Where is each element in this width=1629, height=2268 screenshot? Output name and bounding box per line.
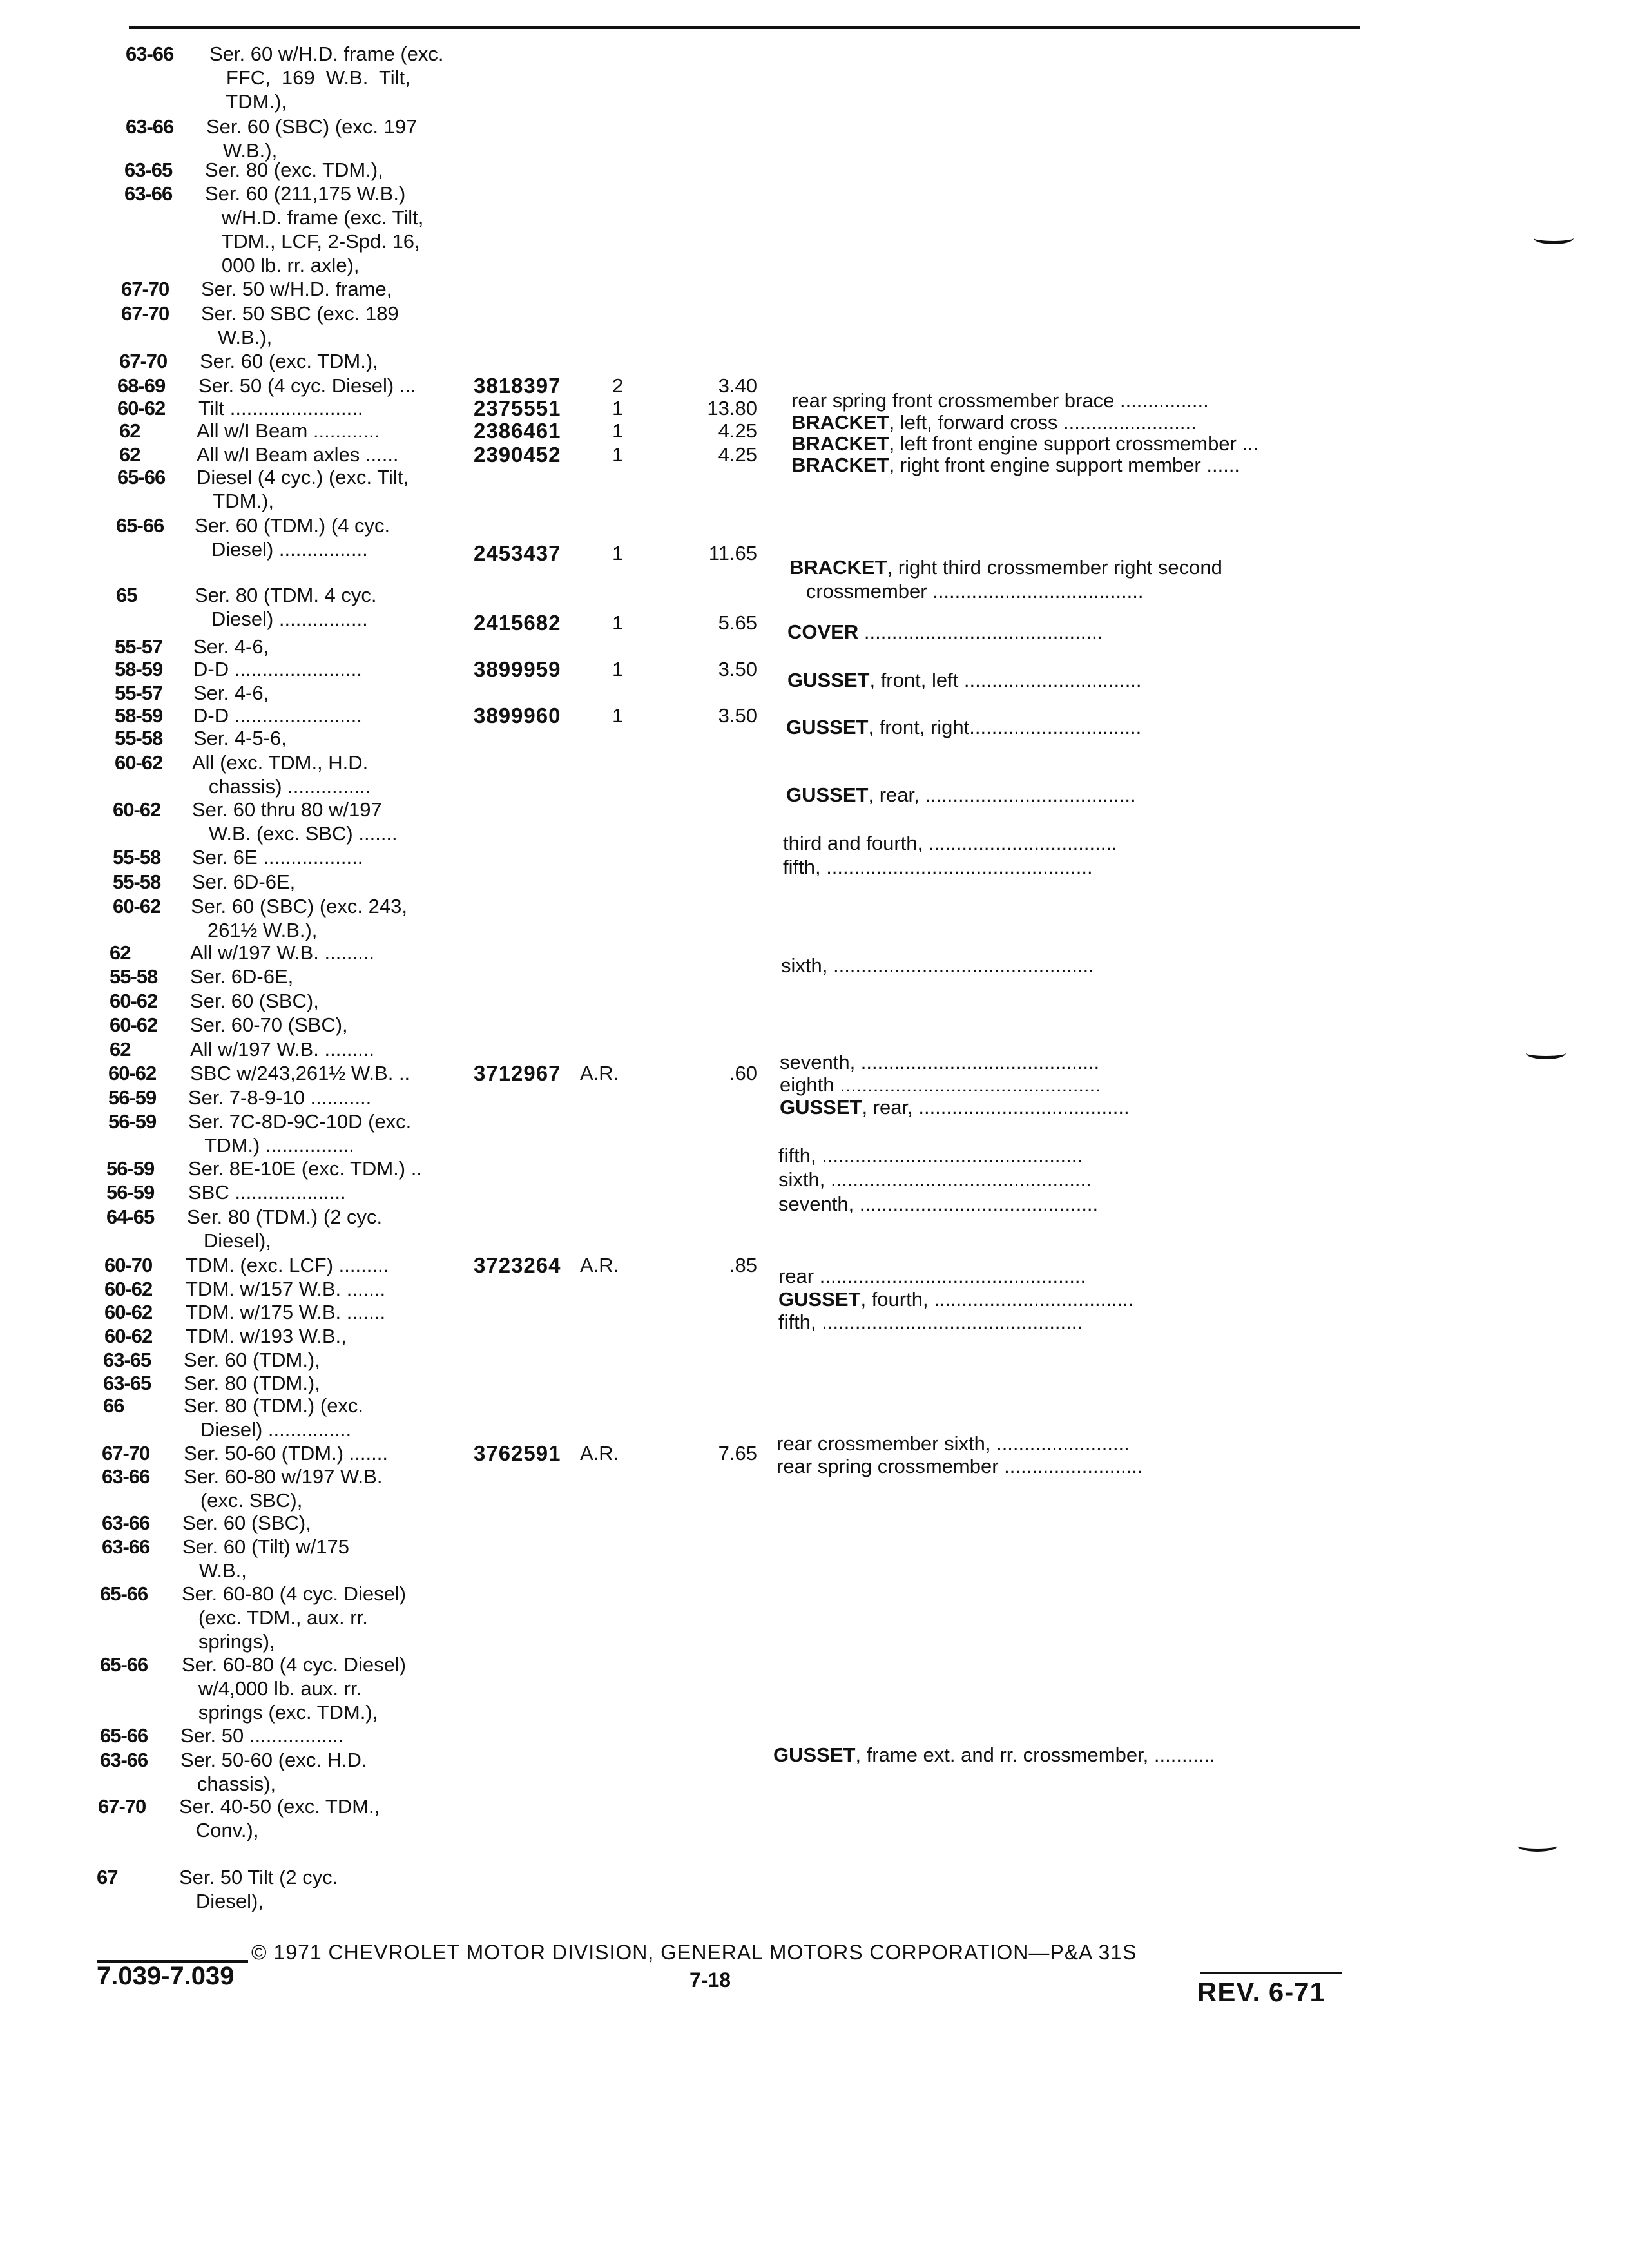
list-price: 7.65 <box>718 1442 757 1465</box>
model-years: 63-66 <box>102 1535 150 1558</box>
part-name-detail: , front, right............................... <box>868 716 1142 738</box>
part-number: 3818397 <box>474 374 561 398</box>
application-description: Ser. 60 (exc. TDM.), <box>200 350 378 372</box>
part-name <box>789 555 1222 603</box>
part-name-heading: BRACKET <box>791 411 889 434</box>
model-years: 64-65 <box>106 1206 155 1228</box>
model-years: 56-59 <box>106 1181 155 1204</box>
part-name <box>791 432 1258 456</box>
model-years: 62 <box>110 941 131 964</box>
model-years: 63-65 <box>103 1372 151 1394</box>
quantity: 1 <box>612 542 624 564</box>
application-description: Ser. 4-6, <box>193 682 269 704</box>
part-name-heading: GUSSET <box>786 783 869 806</box>
application-description: Ser. 6E .................. <box>192 846 363 869</box>
model-years: 60-62 <box>108 1062 157 1084</box>
part-name-detail: , right front engine support member ...... <box>889 454 1240 476</box>
part-name-detail: third and fourth, .................................. fifth, ................................................ <box>783 832 1117 878</box>
part-name <box>776 1432 1130 1456</box>
application-description: Ser. 50 Tilt (2 cyc. Diesel), <box>179 1866 338 1912</box>
part-name-heading: BRACKET <box>791 432 889 455</box>
model-years: 58-59 <box>115 658 163 680</box>
application-description: Ser. 60 (SBC), <box>190 990 319 1012</box>
part-name <box>791 410 1197 434</box>
part-name <box>780 1095 1130 1119</box>
part-name <box>781 954 1094 977</box>
part-name-detail: , left, forward cross ........................ <box>889 411 1197 434</box>
model-years: 55-58 <box>113 870 161 893</box>
application-description: All (exc. TDM., H.D. chassis) ............... <box>192 751 371 798</box>
model-years: 58-59 <box>115 704 163 727</box>
part-name <box>773 1743 1215 1767</box>
quantity: 1 <box>612 397 624 419</box>
model-years: 60-62 <box>115 751 163 774</box>
application-description: All w/I Beam axles ...... <box>197 443 399 466</box>
quantity: A.R. <box>580 1062 619 1084</box>
model-years: 55-58 <box>110 965 158 988</box>
part-name-heading: GUSSET <box>787 669 870 691</box>
part-name-detail: sixth, ............................................... <box>778 1168 1092 1191</box>
part-name-detail: fifth, ............................................... <box>778 1311 1083 1333</box>
part-name-detail: eighth ............................................... <box>780 1073 1101 1096</box>
model-years: 60-62 <box>104 1278 153 1300</box>
application-description: Ser. 80 (TDM.) (exc. Diesel) ............... <box>184 1394 364 1441</box>
model-years: 63-66 <box>126 115 174 138</box>
model-years: 65-66 <box>100 1582 148 1605</box>
application-description: Ser. 6D-6E, <box>192 870 296 893</box>
margin-mark <box>1518 1840 1557 1852</box>
quantity: 1 <box>612 419 624 442</box>
part-name <box>787 620 1103 644</box>
model-years: 63-66 <box>102 1512 150 1534</box>
application-description: TDM. w/175 W.B. ....... <box>186 1301 386 1323</box>
part-number: 3762591 <box>474 1441 561 1465</box>
quantity: A.R. <box>580 1442 619 1465</box>
model-years: 60-62 <box>104 1325 153 1347</box>
part-name-heading: GUSSET <box>773 1744 856 1766</box>
application-description: Ser. 60 w/H.D. frame (exc. FFC, 169 W.B. Tilt, TDM.), <box>209 43 444 113</box>
list-price: .60 <box>729 1062 757 1084</box>
application-description: Ser. 80 (TDM.) (2 cyc. Diesel), <box>187 1206 383 1252</box>
application-description: Ser. 80 (TDM. 4 cyc. Diesel) ................ <box>195 584 377 630</box>
part-name-detail: fifth, ............................................... <box>778 1144 1083 1167</box>
model-years: 60-62 <box>110 990 158 1012</box>
part-name <box>778 1144 1083 1168</box>
part-name-detail: , rear, ...................................... <box>862 1096 1130 1119</box>
model-years: 63-66 <box>100 1749 148 1771</box>
application-description: Ser. 50 w/H.D. frame, <box>201 278 392 300</box>
part-name <box>776 1454 1142 1478</box>
model-years: 67-70 <box>102 1442 150 1465</box>
application-description: SBC .................... <box>188 1181 346 1204</box>
list-price: .85 <box>729 1254 757 1276</box>
list-price: 4.25 <box>718 419 757 442</box>
list-price: 5.65 <box>718 611 757 634</box>
list-price: 3.50 <box>718 658 757 680</box>
part-name <box>780 1073 1101 1097</box>
revision-label: REV. 6-71 <box>1197 1977 1325 2007</box>
part-number: 2375551 <box>474 396 561 420</box>
application-description: Ser. 60 (SBC), <box>182 1512 311 1534</box>
application-description: Ser. 50-60 (exc. H.D. chassis), <box>180 1749 367 1795</box>
model-years: 60-62 <box>117 397 166 419</box>
part-name-detail: rear spring front crossmember brace ................ <box>791 389 1209 412</box>
part-name-heading: BRACKET <box>789 556 887 579</box>
list-price: 13.80 <box>707 397 757 419</box>
part-name <box>778 1192 1098 1216</box>
application-description: Ser. 50 ................. <box>180 1724 344 1747</box>
quantity: 1 <box>612 611 624 634</box>
application-description: Ser. 60-80 (4 cyc. Diesel) w/4,000 lb. aux. rr. springs (exc. TDM.), <box>182 1653 407 1724</box>
application-description: Ser. 4-6, <box>193 635 269 658</box>
application-description: Diesel (4 cyc.) (exc. Tilt, TDM.), <box>197 466 409 512</box>
model-years: 65 <box>116 584 137 606</box>
part-name-heading: BRACKET <box>791 454 889 476</box>
application-description: Ser. 60-70 (SBC), <box>190 1014 348 1036</box>
model-years: 60-62 <box>113 798 161 821</box>
quantity: 1 <box>612 704 624 727</box>
quantity: 1 <box>612 658 624 680</box>
model-years: 62 <box>119 443 140 466</box>
part-name-detail: sixth, ............................................... <box>781 954 1094 977</box>
application-description: Ser. 80 (TDM.), <box>184 1372 320 1394</box>
application-description: Ser. 60 (SBC) (exc. 197 W.B.), <box>206 115 418 162</box>
footer-rule-right <box>1200 1972 1342 1974</box>
model-years: 63-66 <box>102 1465 150 1488</box>
application-description: Ser. 60 (Tilt) w/175 W.B., <box>182 1535 350 1582</box>
model-years: 65-66 <box>100 1724 148 1747</box>
list-price: 4.25 <box>718 443 757 466</box>
part-name-detail: , rear, ...................................... <box>868 783 1136 806</box>
part-name <box>783 831 1117 879</box>
part-name <box>786 715 1141 739</box>
model-years: 63-66 <box>124 182 173 205</box>
part-name-heading: GUSSET <box>778 1288 861 1311</box>
part-name <box>780 1050 1099 1074</box>
model-years: 63-65 <box>124 159 173 181</box>
application-description: Ser. 60 (TDM.) (4 cyc. Diesel) ................ <box>195 514 390 561</box>
model-years: 67-70 <box>121 302 169 325</box>
application-description: D-D ....................... <box>193 658 362 680</box>
model-years: 65-66 <box>100 1653 148 1676</box>
application-description: Ser. 60-80 w/197 W.B. (exc. SBC), <box>184 1465 383 1512</box>
model-years: 68-69 <box>117 374 166 397</box>
quantity: A.R. <box>580 1254 619 1276</box>
model-years: 67-70 <box>119 350 168 372</box>
application-description: Ser. 60 thru 80 w/197 W.B. (exc. SBC) ....... <box>192 798 398 845</box>
application-description: All w/197 W.B. ......... <box>190 941 374 964</box>
model-years: 60-62 <box>113 895 161 918</box>
model-years: 65-66 <box>116 514 164 537</box>
part-name-detail: seventh, ........................................... <box>780 1051 1100 1073</box>
application-description: Ser. 40-50 (exc. TDM., Conv.), <box>179 1795 380 1841</box>
model-years: 55-58 <box>113 846 161 869</box>
list-price: 3.40 <box>718 374 757 397</box>
model-years: 55-57 <box>115 635 163 658</box>
part-name-detail: rear crossmember sixth, ........................ <box>776 1432 1130 1455</box>
part-name <box>787 668 1142 692</box>
model-years: 60-70 <box>104 1254 153 1276</box>
part-name-detail: rear spring crossmember ......................... <box>776 1455 1143 1477</box>
application-description: TDM. w/157 W.B. ....... <box>186 1278 386 1300</box>
part-number: 3899959 <box>474 657 561 681</box>
model-years: 66 <box>103 1394 124 1417</box>
application-description: Ser. 6D-6E, <box>190 965 294 988</box>
model-years: 62 <box>119 419 140 442</box>
part-number: 3712967 <box>474 1061 561 1085</box>
list-price: 3.50 <box>718 704 757 727</box>
model-years: 55-58 <box>115 727 163 749</box>
model-years: 67-70 <box>121 278 169 300</box>
part-name-detail: , right third crossmember right second crossmember ...................................... <box>805 556 1222 602</box>
part-name-detail: seventh, ........................................... <box>778 1193 1099 1215</box>
part-number: 2453437 <box>474 541 561 565</box>
part-number: 2415682 <box>474 611 561 635</box>
part-name <box>791 389 1209 412</box>
application-description: Ser. 7-8-9-10 ........... <box>188 1086 372 1109</box>
model-years: 60-62 <box>104 1301 153 1323</box>
model-years: 63-66 <box>126 43 174 65</box>
page-number: 7-18 <box>689 1968 731 1992</box>
application-description: Ser. 80 (exc. TDM.), <box>205 159 383 181</box>
model-years: 56-59 <box>108 1086 157 1109</box>
model-years: 67 <box>97 1866 118 1888</box>
model-years: 55-57 <box>115 682 163 704</box>
part-name <box>786 783 1136 807</box>
quantity: 2 <box>612 374 624 397</box>
application-description: SBC w/243,261½ W.B. .. <box>190 1062 410 1084</box>
list-price: 11.65 <box>708 542 757 564</box>
section-number: 7.039-7.039 <box>97 1962 235 1990</box>
model-years: 65-66 <box>117 466 166 488</box>
application-description: Ser. 60 (SBC) (exc. 243, 261½ W.B.), <box>191 895 407 941</box>
model-years: 60-62 <box>110 1014 158 1036</box>
part-name-heading: GUSSET <box>780 1096 862 1119</box>
part-name <box>778 1310 1083 1334</box>
application-description: All w/197 W.B. ......... <box>190 1038 374 1061</box>
application-description: TDM. (exc. LCF) ......... <box>186 1254 389 1276</box>
part-name <box>778 1168 1092 1191</box>
part-name <box>791 453 1240 477</box>
application-description: Ser. 50 SBC (exc. 189 W.B.), <box>201 302 399 349</box>
part-name-detail: , frame ext. and rr. crossmember, ........... <box>855 1744 1215 1766</box>
application-description: Ser. 60 (211,175 W.B.) w/H.D. frame (exc. Tilt, TDM., LCF, 2-Spd. 16, 000 lb. rr. axle), <box>205 182 424 276</box>
application-description: All w/I Beam ............ <box>197 419 380 442</box>
margin-mark <box>1526 1047 1566 1059</box>
application-description: Ser. 8E-10E (exc. TDM.) .. <box>188 1157 422 1180</box>
part-name-detail: rear ................................................ <box>778 1265 1086 1287</box>
part-name-heading: GUSSET <box>786 716 869 738</box>
model-years: 56-59 <box>106 1157 155 1180</box>
application-description: Ser. 60-80 (4 cyc. Diesel) (exc. TDM., aux. rr. springs), <box>182 1582 407 1653</box>
application-description: Ser. 4-5-6, <box>193 727 287 749</box>
part-number: 3899960 <box>474 704 561 727</box>
part-number: 2386461 <box>474 419 561 443</box>
application-description: Ser. 60 (TDM.), <box>184 1349 320 1371</box>
copyright-line: © 1971 CHEVROLET MOTOR DIVISION, GENERAL MOTORS CORPORATION—P&A 31S <box>251 1941 1137 1964</box>
model-years: 56-59 <box>108 1110 157 1133</box>
part-name-detail: ........................................... <box>858 620 1103 643</box>
part-name-detail: , fourth, .................................... <box>860 1288 1134 1311</box>
application-description: Tilt ........................ <box>198 397 363 419</box>
part-name-heading: COVER <box>787 620 859 643</box>
margin-mark <box>1534 232 1574 244</box>
part-number: 2390452 <box>474 443 561 466</box>
application-description: Ser. 50 (4 cyc. Diesel) ... <box>198 374 416 397</box>
model-years: 63-65 <box>103 1349 151 1371</box>
top-rule <box>129 26 1360 29</box>
application-description: Ser. 50-60 (TDM.) ....... <box>184 1442 388 1465</box>
application-description: D-D ....................... <box>193 704 362 727</box>
model-years: 62 <box>110 1038 131 1061</box>
part-number: 3723264 <box>474 1253 561 1277</box>
application-description: Ser. 7C-8D-9C-10D (exc. TDM.) ................ <box>188 1110 412 1157</box>
model-years: 67-70 <box>98 1795 146 1818</box>
part-name <box>778 1264 1086 1288</box>
part-name <box>778 1287 1133 1311</box>
part-name-detail: , left front engine support crossmember ... <box>889 432 1259 455</box>
quantity: 1 <box>612 443 624 466</box>
part-name-detail: , front, left ................................ <box>869 669 1142 691</box>
application-description: TDM. w/193 W.B., <box>186 1325 347 1347</box>
